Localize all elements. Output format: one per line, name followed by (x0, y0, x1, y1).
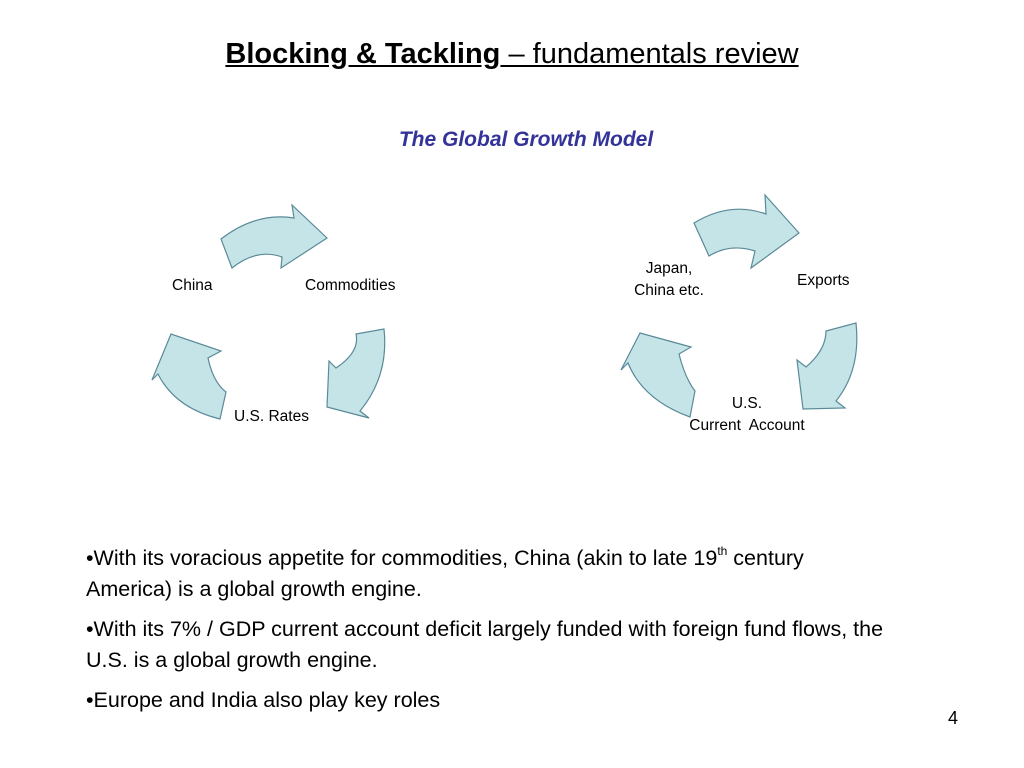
title-bold: Blocking & Tackling (225, 38, 501, 70)
bullet-china-post: century America) is a global growth engine. (86, 546, 804, 601)
diagram-subtitle: The Global Growth Model (398, 128, 654, 151)
page-number: 4 (948, 708, 959, 728)
cycle-arrow-china-to-commodities (221, 205, 327, 268)
cycle-arrow-rates-to-china (152, 334, 226, 419)
bullet-china-sup: th (717, 543, 728, 558)
bullet-list (86, 543, 886, 725)
node-us-line1: U.S. (731, 395, 763, 412)
bullet-europe-india: •Europe and India also play key roles (86, 688, 441, 712)
node-japan-china (619, 258, 719, 302)
cycle-arrow-commodities-to-rates (327, 329, 385, 418)
node-china: China (172, 277, 213, 294)
node-us-line2: Current Account (689, 417, 805, 434)
node-japan-line2: China etc. (634, 282, 704, 299)
node-japan-line1: Japan, (645, 260, 693, 277)
node-exports: Exports (797, 272, 850, 289)
node-us-rates: U.S. Rates (234, 408, 309, 425)
bullet-china-pre: •With its voracious appetite for commodities, China (akin to late 19 (86, 546, 718, 570)
node-commodities: Commodities (305, 277, 396, 294)
title-rest: – fundamentals review (500, 38, 799, 70)
bullet-china (86, 543, 886, 605)
node-us-current-account (672, 393, 822, 437)
bullet-us: •With its 7% / GDP current account deficit largely funded with foreign fund flows, the U.S. is a global growth engine. (86, 617, 884, 672)
